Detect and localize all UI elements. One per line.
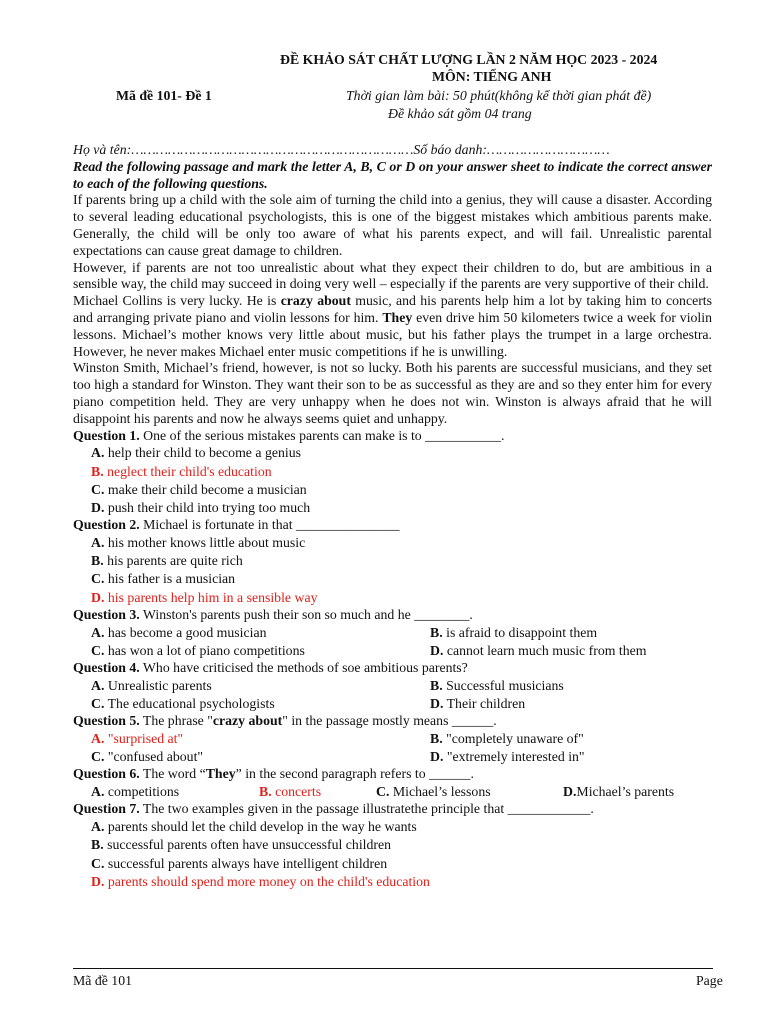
footer-divider (73, 968, 713, 969)
question-1: Question 1. One of the serious mistakes parents can make is to ___________. (73, 427, 505, 443)
q7-option-b[interactable]: B. successful parents often have unsuccessful children (91, 837, 391, 853)
q1-option-c[interactable]: C. make their child become a musician (91, 481, 307, 497)
q5-options-row-2 (73, 748, 712, 766)
q4-option-a[interactable]: A. Unrealistic parents (91, 677, 212, 693)
name-line: Họ và tên:……………………………………………………………Số báo danh:………………………… (73, 142, 610, 157)
question-3: Question 3. Winston's parents push their son so much and he ________. (73, 606, 473, 622)
q3-option-a[interactable]: A. has become a good musician (91, 624, 267, 640)
passage-paragraph-2: However, if parents are not too unrealistic about what they expect their children to do, but are ambitious in a sensible way, the child may succeed in doing very well – especially if the parents are very supportive of their child. (73, 259, 712, 292)
exam-title: ĐỀ KHẢO SÁT CHẤT LƯỢNG LẦN 2 NĂM HỌC 2023 - 2024 (280, 52, 658, 67)
q5-option-a[interactable]: A. "surprised at" (91, 730, 184, 746)
q3-option-d[interactable]: D. cannot learn much music from them (430, 642, 647, 658)
q2-option-a[interactable]: A. his mother knows little about music (91, 534, 306, 550)
q6-option-b[interactable]: B. concerts (259, 784, 322, 800)
q6-option-d[interactable]: D.Michael’s parents (563, 784, 675, 800)
passage-paragraph-4: Winston Smith, Michael’s friend, however, is not so lucky. Both his parents are successful musicians, and they set too high a standard for Winston. They want their son to be as successful as they are and so they enter him for every piano competition held. They are very unhappy when he does not win. Winston is always afraid that he will disappoint his parents and now he always seems quiet and unhappy. (73, 360, 712, 426)
question-6: Question 6. The word “They” in the second paragraph refers to ______. (73, 766, 474, 782)
q6-option-c[interactable]: C. Michael’s lessons (376, 784, 491, 800)
q1-option-a[interactable]: A. help their child to become a genius (91, 445, 301, 461)
exam-content (73, 142, 712, 891)
q4-options-row-2 (73, 695, 712, 713)
footer-page: Page (696, 973, 723, 988)
q2-option-d[interactable]: D. his parents help him in a sensible way (91, 589, 318, 605)
q5-option-c[interactable]: C. "confused about" (91, 749, 204, 765)
footer-code: Mã đề 101 (73, 973, 133, 988)
q1-option-b[interactable]: B. neglect their child's education (91, 463, 272, 479)
q4-option-c[interactable]: C. The educational psychologists (91, 695, 275, 711)
q3-option-b[interactable]: B. is afraid to disappoint them (430, 624, 598, 640)
q6-options-row (73, 783, 712, 801)
question-7: Question 7. The two examples given in the passage illustratethe principle that ____________. (73, 801, 594, 817)
q2-option-c[interactable]: C. his father is a musician (91, 571, 236, 587)
q5-option-b[interactable]: B. "completely unaware of" (430, 730, 584, 746)
q2-option-b[interactable]: B. his parents are quite rich (91, 553, 243, 569)
instruction: Read the following passage and mark the letter A, B, C or D on your answer sheet to indicate the correct answer to each of the following questions. (73, 158, 712, 191)
passage-paragraph-1: If parents bring up a child with the sole aim of turning the child into a genius, they will cause a disaster. According to several leading educational psychologists, this is one of the biggest mistakes which ambitious parents make. Generally, the child will be only too aware of what his parents expect, and will fail. Unrealistic parental expectations can cause great damage to children. (73, 192, 712, 258)
q7-option-d[interactable]: D. parents should spend more money on the child's education (91, 873, 430, 889)
exam-time: Thời gian làm bài: 50 phút(không kể thời gian phát đề) (346, 88, 652, 103)
question-5: Question 5. The phrase "crazy about" in the passage mostly means ______. (73, 713, 497, 729)
question-4: Question 4. Who have criticised the methods of soe ambitious parents? (73, 659, 468, 675)
exam-code: Mã đề 101- Đề 1 (116, 88, 212, 103)
q6-option-a[interactable]: A. competitions (91, 784, 180, 800)
q3-option-c[interactable]: C. has won a lot of piano competitions (91, 642, 305, 658)
exam-subject: MÔN: TIẾNG ANH (432, 69, 552, 84)
q4-options-row-1 (73, 677, 712, 695)
question-2: Question 2. Michael is fortunate in that _______________ (73, 517, 400, 533)
exam-pages: Đề khảo sát gồm 04 trang (388, 106, 532, 121)
q4-option-b[interactable]: B. Successful musicians (430, 677, 564, 693)
q7-option-a[interactable]: A. parents should let the child develop in the way he wants (91, 819, 417, 835)
q5-option-d[interactable]: D. "extremely interested in" (430, 749, 585, 765)
q4-option-d[interactable]: D. Their children (430, 695, 526, 711)
q3-options-row-1 (73, 624, 712, 642)
q3-options-row-2 (73, 642, 712, 660)
passage-paragraph-3: Michael Collins is very lucky. He is crazy about music, and his parents help him a lot by taking him to concerts and arranging private piano and violin lessons for him. They even drive him 50 kilometers twice a week for violin lessons. Michael’s mother knows very little about music, but his father plays the trumpet in a large orchestra. However, he never makes Michael enter music competitions if he is unwilling. (73, 293, 712, 359)
highlight-crazy-about: crazy about (280, 293, 351, 309)
q7-option-c[interactable]: C. successful parents always have intelligent children (91, 855, 388, 871)
q1-option-d[interactable]: D. push their child into trying too much (91, 499, 311, 515)
q5-options-row-1 (73, 730, 712, 748)
highlight-they: They (382, 309, 413, 325)
